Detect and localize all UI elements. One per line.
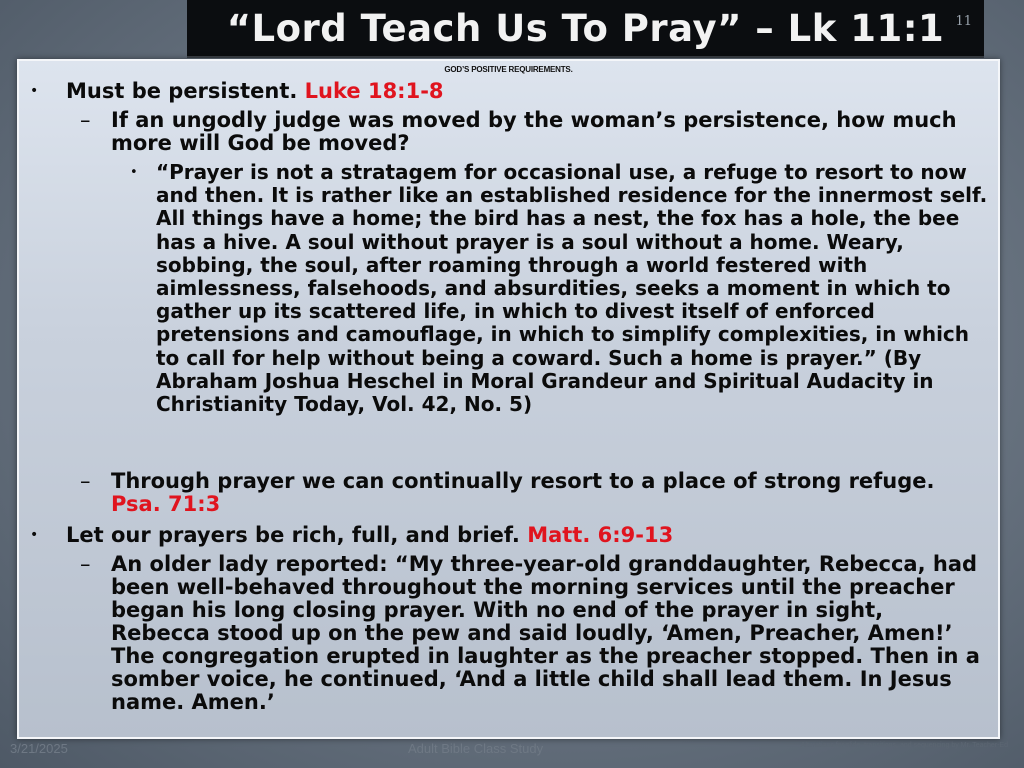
bullet-marker: • — [130, 165, 138, 180]
bullet-text: Let our prayers be rich, full, and brief. — [66, 523, 520, 547]
quote-heschel: “Prayer is not a stratagem for occasional use, a refuge to resort to now and then. It is rather like an established residence for the innermost self. All things have a home; the bird has a nest, the fox has a hole, the bee has a hive. A soul without prayer is a soul without a home. Weary, sobbing, the soul, after roaming through a world festered with aimlessness, falsehoods, and absurdities, seeks a moment in which to gather up its scattered life, in which to divest itself of enforced pretensions and camouflage, in which to simplify complexities, in which to call for help without being a coward. Such a home is prayer.” (By Abraham Joshua Heschel in Moral Grandeur and Spiritual Audacity in Christianity Today, Vol. 42, No. 5) — [156, 160, 988, 417]
subbullet-refuge — [111, 470, 961, 516]
slide-number: 11 — [955, 14, 972, 29]
dash-marker: – — [80, 108, 91, 132]
footer-title: Adult Bible Class Study — [408, 741, 544, 756]
bullet-brief — [66, 524, 966, 547]
footer-note: Alterations for slide, transitions, and sequencing by Mr. Teacher-Ed — [800, 742, 1008, 749]
subbullet-text: Through prayer we can continually resort to a place of strong refuge. — [111, 469, 935, 493]
bullet-marker: • — [30, 83, 39, 99]
scripture-ref-luke: Luke 18:1-8 — [304, 79, 444, 103]
bullet-text: Must be persistent. — [66, 79, 298, 103]
scripture-ref-matthew: Matt. 6:9-13 — [527, 523, 674, 547]
dash-marker: – — [80, 552, 91, 576]
bullet-persistent — [66, 80, 966, 103]
subbullet-anecdote: An older lady reported: “My three-year-old granddaughter, Rebecca, had been well-behaved throughout the morning services until the preacher began his long closing prayer. With no end of the prayer in sight, Rebecca stood up on the pew and said loudly, ‘Amen, Preacher, Amen!’ The congregation erupted in laughter as the preacher stopped. Then in a somber voice, he continued, ‘And a little child shall lead them. In Jesus name. Amen.’ — [111, 552, 980, 714]
slide-title: “Lord Teach Us To Pray” – Lk 11:1 — [226, 7, 945, 50]
subbullet-judge: If an ungodly judge was moved by the woman’s persistence, how much more will God be moved? — [111, 108, 957, 155]
scripture-ref-psalm: Psa. 71:3 — [111, 492, 221, 516]
title-bar — [187, 0, 984, 58]
footer-date: 3/21/2025 — [10, 741, 68, 756]
subheading: GOD’S POSITIVE REQUIREMENTS. — [444, 65, 573, 74]
dash-marker: – — [80, 469, 91, 493]
bullet-marker: • — [30, 527, 39, 543]
